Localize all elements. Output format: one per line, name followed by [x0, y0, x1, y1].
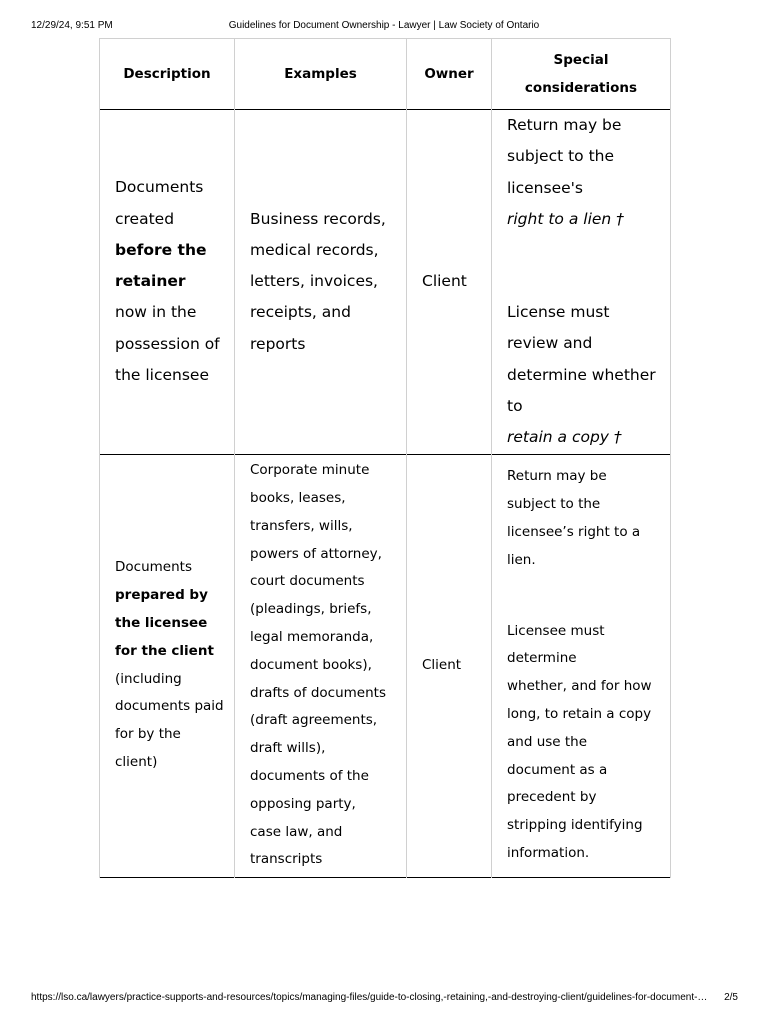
special-p2-text: License must review and determine whether to [507, 303, 656, 416]
special-p1-italic: right to a lien † [507, 209, 624, 228]
header-special-line1: Special [553, 52, 609, 68]
table-header-row [100, 39, 671, 110]
print-page-title: Guidelines for Document Ownership - Lawyer | Law Society of Ontario [228, 20, 540, 31]
table-row [100, 110, 671, 455]
print-datetime: 12/29/24, 9:51 PM [31, 20, 113, 31]
header-description: Description [100, 39, 235, 110]
header-owner: Owner [407, 39, 492, 110]
description-post: (including documents paid for by the client) [115, 670, 224, 771]
description-pre: Documents [115, 559, 192, 576]
special-paragraph-2 [507, 618, 670, 868]
description-post: now in the possession of the licensee [115, 303, 220, 385]
document-ownership-table [99, 38, 671, 878]
examples-text: Business records, medical records, letters, invoices, receipts, and reports [250, 209, 386, 353]
cell-special-considerations [492, 110, 671, 455]
special-p2-italic: retain a copy † [507, 428, 622, 447]
description-text [115, 554, 234, 776]
cell-description [100, 110, 235, 455]
print-footer [0, 992, 768, 1006]
cell-special-considerations [492, 454, 671, 877]
cell-examples [235, 110, 407, 455]
description-bold: before the retainer [115, 240, 207, 291]
print-header [0, 20, 768, 34]
owner-text: Client [422, 272, 467, 291]
examples-text: Corporate minute books, leases, transfers, wills, powers of attorney, court documents (pleadings, briefs, legal memoranda, document books), drafts of documents (draft agreements, draft wills), documents of the opposing party, case law, and transcripts [250, 462, 386, 868]
owner-text: Client [422, 656, 462, 673]
special-paragraph-2 [507, 297, 670, 453]
cell-owner [407, 110, 492, 455]
description-bold: prepared by the licensee for the client [115, 587, 214, 659]
special-p2-line1: Licensee must determine [507, 622, 605, 667]
page-number: 2/5 [724, 992, 738, 1003]
header-special-line2: considerations [524, 80, 638, 96]
description-text [115, 172, 234, 391]
special-p2-text: whether, and for how long, to retain a copy and use the document as a precedent by stripping identifying information. [507, 678, 652, 862]
table-row [100, 454, 671, 877]
cell-examples [235, 454, 407, 877]
header-examples: Examples [235, 39, 407, 110]
print-url: https://lso.ca/lawyers/practice-supports-and-resources/topics/managing-files/guide-to-closing,-retaining,-and-destroying-client/guidelines-for-document-… [31, 992, 708, 1003]
header-special-considerations [492, 39, 671, 110]
special-paragraph-1 [507, 110, 670, 235]
description-pre: Documents created [115, 178, 204, 228]
special-paragraph-1: Return may be subject to the licensee’s right to a lien. [507, 468, 641, 568]
cell-owner [407, 454, 492, 877]
special-p1-text: Return may be subject to the licensee's [507, 116, 622, 197]
cell-description [100, 454, 235, 877]
